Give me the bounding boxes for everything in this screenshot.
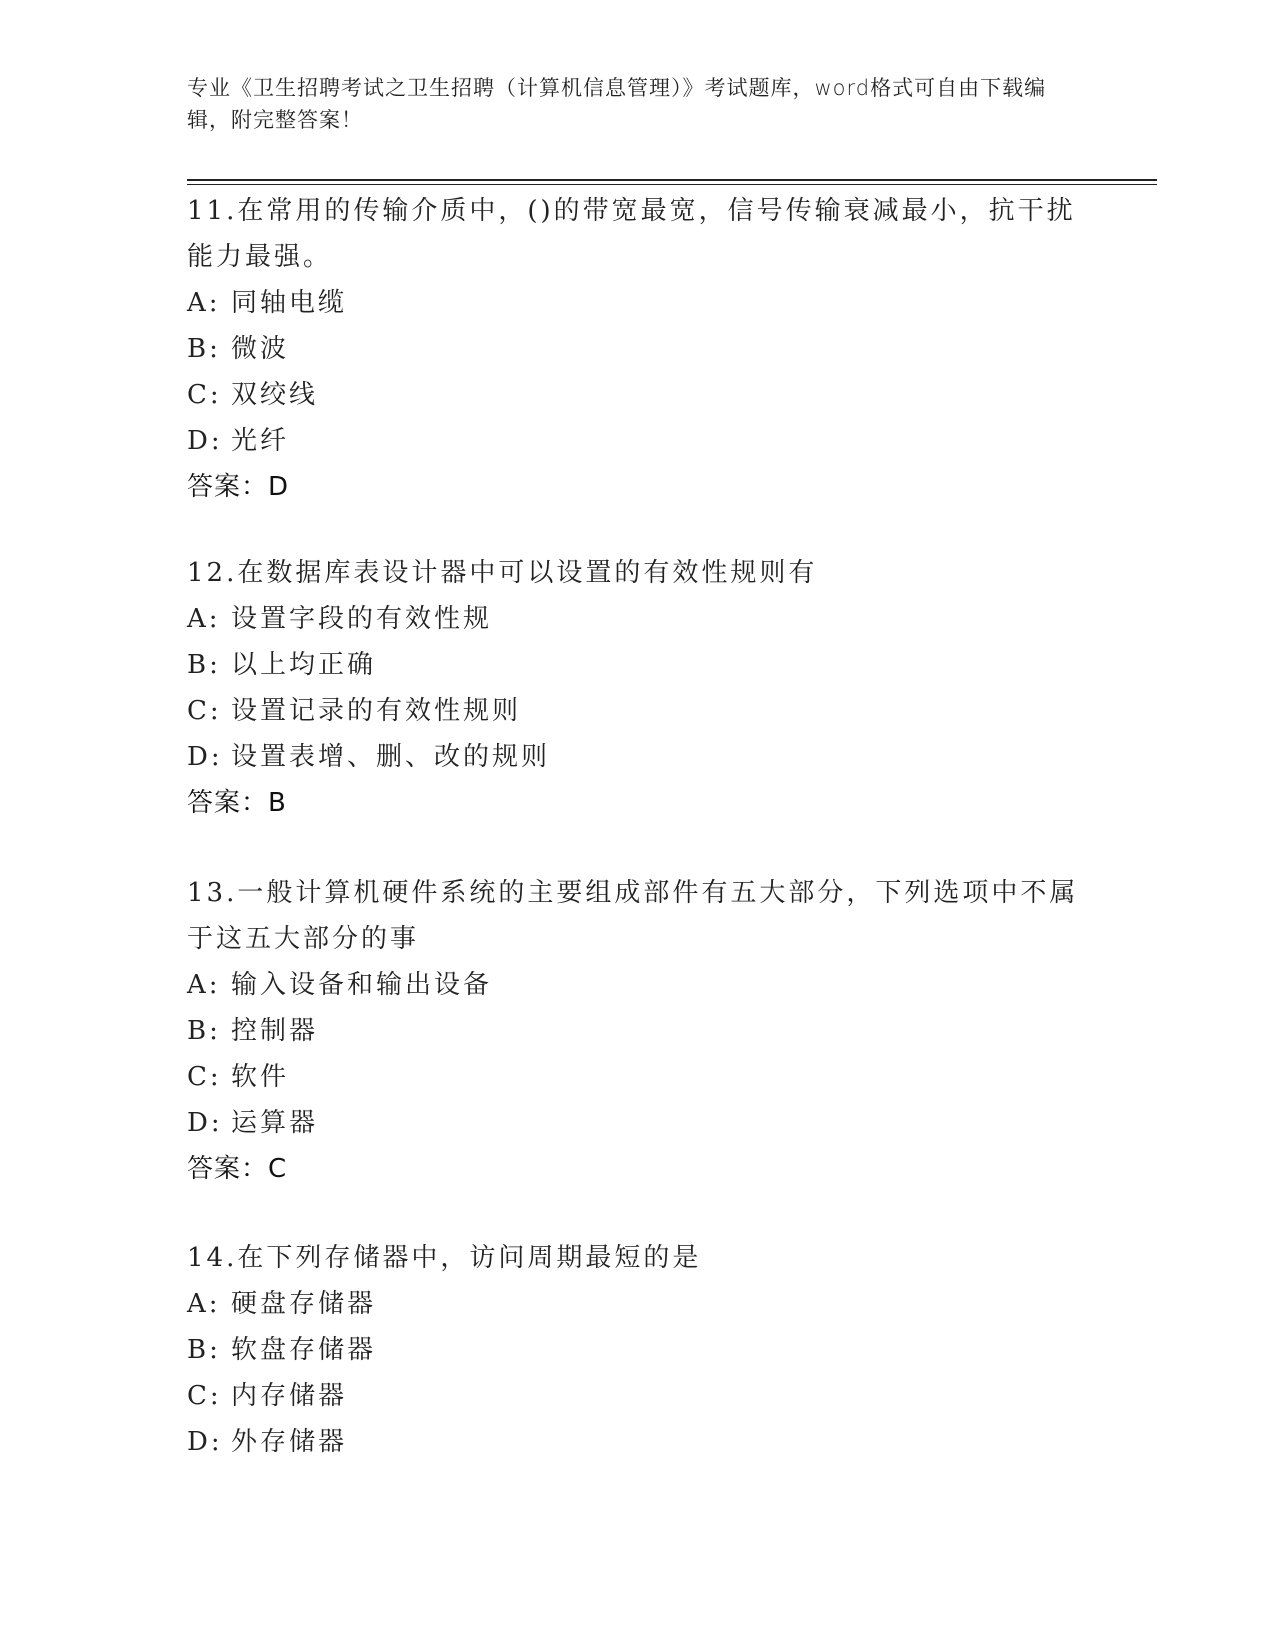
- question-13: [187, 870, 1087, 1192]
- option-c: C: 设置记录的有效性规则: [187, 696, 522, 726]
- option-b: B: 微波: [187, 334, 290, 364]
- header-text: 专业《卫生招聘考试之卫生招聘（计算机信息管理）》考试题库，word格式可自由下载编辑，附完整答案！: [187, 76, 1047, 132]
- option-a: A: 输入设备和输出设备: [187, 970, 493, 1000]
- header-divider-top: [187, 179, 1157, 181]
- option-b: B: 软盘存储器: [187, 1335, 377, 1365]
- answer-line: 答案：D: [187, 472, 290, 502]
- question-stem: 13.一般计算机硬件系统的主要组成部件有五大部分，下列选项中不属于这五大部分的事: [187, 878, 1079, 954]
- option-d: D: 运算器: [187, 1108, 319, 1138]
- option-c: C: 软件: [187, 1062, 290, 1092]
- header-divider-bottom: [187, 184, 1157, 185]
- question-12: [187, 550, 1087, 826]
- question-11: [187, 188, 1087, 510]
- option-a: A: 同轴电缆: [187, 288, 348, 318]
- answer-line: 答案：B: [187, 788, 287, 818]
- option-c: C: 内存储器: [187, 1381, 348, 1411]
- option-c: C: 双绞线: [187, 380, 319, 410]
- option-d: D: 外存储器: [187, 1427, 348, 1457]
- option-b: B: 控制器: [187, 1016, 319, 1046]
- question-stem: 12.在数据库表设计器中可以设置的有效性规则有: [187, 558, 818, 588]
- option-d: D: 设置表增、删、改的规则: [187, 742, 551, 772]
- option-a: A: 设置字段的有效性规: [187, 604, 493, 634]
- question-stem: 14.在下列存储器中，访问周期最短的是: [187, 1243, 702, 1273]
- option-a: A: 硬盘存储器: [187, 1289, 377, 1319]
- answer-line: 答案：C: [187, 1154, 288, 1184]
- question-stem: 11.在常用的传输介质中，()的带宽最宽，信号传输衰减最小，抗干扰能力最强。: [187, 196, 1076, 272]
- question-14: [187, 1235, 1087, 1465]
- option-d: D: 光纤: [187, 426, 290, 456]
- option-b: B: 以上均正确: [187, 650, 377, 680]
